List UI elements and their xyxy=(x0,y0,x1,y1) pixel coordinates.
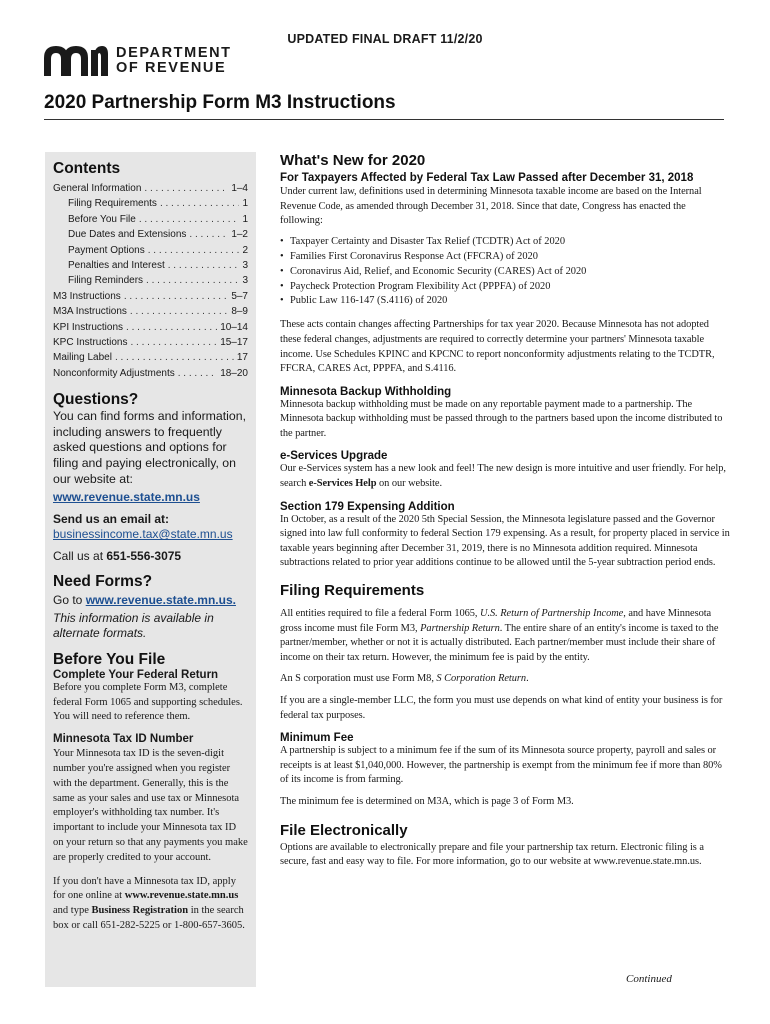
minimum-fee-heading: Minimum Fee xyxy=(280,732,354,745)
filing-text-3: . The entire share of an entity's income is taxed to the partner/member, whether or not it is actually distributed. Each partner/member must include their share of income on their tax return. However, the minimum fee is paid by the entity. xyxy=(280,622,719,663)
toc-item-label: General Information xyxy=(53,183,142,194)
toc-leader-dots xyxy=(130,304,228,319)
contents-heading: Contents xyxy=(53,160,121,177)
no-id-text-1: If you don't have a Minnesota tax ID, apply for one online at xyxy=(53,875,236,902)
toc-item-page: 3 xyxy=(242,275,248,287)
email-link[interactable]: businessincome.tax@state.mn.us xyxy=(53,527,233,542)
toc-item xyxy=(53,320,248,335)
toc-leader-dots xyxy=(124,289,229,304)
form-1065-title: U.S. Return of Partnership Income xyxy=(480,608,624,620)
toc-item xyxy=(53,350,248,365)
toc-item-label: M3A Instructions xyxy=(53,306,127,318)
toc-item-label: M3 Instructions xyxy=(53,290,121,302)
email-label: Send us an email at: xyxy=(53,511,170,526)
toc-leader-dots xyxy=(130,335,217,350)
eservices-heading: e-Services Upgrade xyxy=(280,450,388,463)
toc-item-label: KPI Instructions xyxy=(53,321,124,333)
toc-item-page: 1 xyxy=(242,213,248,225)
toc-item-page: 18–20 xyxy=(220,367,248,379)
toc-item-page: 3 xyxy=(242,260,248,272)
toc-leader-dots xyxy=(168,258,240,273)
sidebar xyxy=(45,152,256,987)
toc-item-label: Payment Options xyxy=(68,244,145,256)
minimum-fee-text-2: The minimum fee is determined on M3A, which is page 3 of Form M3. xyxy=(280,795,574,807)
file-electronically-text: Options are available to electronically prepare and file your partnership tax return. Electronic filing is a secure, fast and easy way to file. For more information, go to our website at www.revenue.state.mn.us. xyxy=(280,841,704,868)
toc-item xyxy=(53,196,248,211)
toc-item-label: Before You File xyxy=(68,213,136,225)
toc-leader-dots xyxy=(189,227,228,242)
toc-item-label: Due Dates and Extensions xyxy=(68,229,187,241)
phone-number: 651-556-3075 xyxy=(106,548,182,563)
continued-label: Continued xyxy=(626,973,672,985)
filing-text-2: , and have Minnesota gross income must file Form M3, xyxy=(280,608,712,634)
toc-item xyxy=(53,304,248,319)
eservices-text xyxy=(280,462,730,491)
toc-item-page: 10–14 xyxy=(220,321,248,333)
filing-requirements-text xyxy=(280,607,730,665)
page-title: 2020 Partnership Form M3 Instructions xyxy=(44,92,396,113)
logo-line-1: DEPARTMENT xyxy=(116,45,232,61)
toc-leader-dots xyxy=(160,196,240,211)
logo-line-2: OF REVENUE xyxy=(116,60,227,76)
federal-law-heading: For Taxpayers Affected by Federal Tax Law Passed after December 31, 2018 xyxy=(280,172,694,184)
acts-list xyxy=(280,235,730,310)
toc-item-page: 1–4 xyxy=(231,183,248,194)
logo-wordmark xyxy=(116,46,232,76)
toc-item-page: 15–17 xyxy=(220,337,248,349)
toc-item xyxy=(53,181,248,196)
main-content xyxy=(280,152,730,870)
no-tax-id-text xyxy=(53,875,248,934)
minimum-fee-text: A partnership is subject to a minimum fee if the sum of its Minnesota source property, payroll and sales or receipts is at least $1,040,000. However, the partnership is exempt from the minimum fee if more than 80% of its income is from farming. xyxy=(280,745,722,786)
toc-item-page: 2 xyxy=(242,244,248,256)
draft-label: UPDATED FINAL DRAFT 11/2/20 xyxy=(287,32,483,46)
form-m8-title: S Corporation Return xyxy=(436,673,527,685)
tax-id-heading: Minnesota Tax ID Number xyxy=(53,733,194,746)
toc-item xyxy=(53,335,248,350)
complete-federal-text: Before you complete Form M3, complete federal Form 1065 and supporting schedules. You will need to reference them. xyxy=(53,681,243,723)
backup-withholding-text: Minnesota backup withholding must be made on any reportable payment made to a partnership. The Minnesota backup withholding must be passed through to the partners based upon the income distributed to the partner. xyxy=(280,398,723,439)
s-corporation-text xyxy=(280,672,730,687)
complete-federal-heading: Complete Your Federal Return xyxy=(53,668,219,681)
toc-leader-dots xyxy=(139,212,240,227)
toc-leader-dots xyxy=(126,320,217,335)
filing-requirements-heading: Filing Requirements xyxy=(280,582,425,600)
toc-item xyxy=(53,273,248,288)
acts-text: These acts contain changes affecting Partnerships for tax year 2020. Because Minnesota has not adopted these federal changes, adjustments are required to correctly determine your partners' Minnesota taxable income. Use Schedules KPINC and KPCNC to report nonconformity adjustments relating to the TCDTR, FFCRA, CARES Act, PPPFA, and S.4116. xyxy=(280,319,715,375)
questions-heading: Questions? xyxy=(53,391,139,409)
toc-item-label: Filing Reminders xyxy=(68,275,144,287)
act-list-item: • Families First Coronavirus Response Act (FFCRA) of 2020 xyxy=(290,250,730,265)
toc-item-page: 8–9 xyxy=(231,306,248,318)
alt-formats-text: This information is available in alternate formats. xyxy=(53,610,214,641)
backup-withholding-heading: Minnesota Backup Withholding xyxy=(280,385,452,398)
toc-item-label: Penalties and Interest xyxy=(68,260,165,272)
toc-item-page: 17 xyxy=(236,352,248,364)
tax-id-text: Your Minnesota tax ID is the seven-digit number you're assigned when you register with the department. Generally, this is the same as your sales and use tax or Minnesota employer's withholding tax number. It's important to include your Minnesota tax ID on your return so that any payments you make are properly credited to your account. xyxy=(53,748,248,863)
no-id-website: www.revenue.state.mn.us xyxy=(124,890,239,902)
act-list-item: • Paycheck Protection Program Flexibility Act (PPPFA) of 2020 xyxy=(290,280,730,295)
eservices-help-term: e-Services Help xyxy=(308,478,377,490)
scorp-text-1: An S corporation must use Form M8, xyxy=(280,673,437,685)
toc-item-label: KPC Instructions xyxy=(53,337,128,349)
table-of-contents xyxy=(53,181,248,381)
toc-leader-dots xyxy=(146,273,239,288)
toc-leader-dots xyxy=(144,181,228,196)
llc-text: If you are a single-member LLC, the form you must use depends on what kind of entity your business is for federal tax purposes. xyxy=(280,695,723,721)
act-list-item: • Taxpayer Certainty and Disaster Tax Relief (TCDTR) Act of 2020 xyxy=(290,235,730,250)
toc-item-label: Filing Requirements xyxy=(68,198,157,210)
no-id-text-3: in the search box or call 651-282-5225 or 1-800-657-3605. xyxy=(53,905,245,931)
before-you-file-heading: Before You File xyxy=(53,650,166,668)
eservices-text-2: on our website. xyxy=(376,478,443,490)
title-divider xyxy=(44,119,724,120)
toc-item xyxy=(53,243,248,258)
section-179-text: In October, as a result of the 2020 5th Special Session, the Minnesota legislature passed and the Governor signed into law full conformity to federal Section 179 expensing. As a result, for property placed in service in taxable years beginning after December 31, 2019, there is no Minnesota addition required. Minnesota subtractions related to prior year additions continue to be allowed until the 5-year subtraction period ends. xyxy=(280,513,730,569)
call-prefix: Call us at xyxy=(53,548,107,563)
toc-item xyxy=(53,258,248,273)
toc-item xyxy=(53,212,248,227)
forms-link[interactable]: www.revenue.state.mn.us. xyxy=(85,593,236,608)
file-electronically-heading: File Electronically xyxy=(280,821,408,839)
whats-new-heading: What's New for 2020 xyxy=(280,152,426,169)
no-id-search-term: Business Registration xyxy=(91,905,189,917)
toc-item-page: 1–2 xyxy=(231,229,248,241)
need-forms-heading: Need Forms? xyxy=(53,573,153,591)
toc-leader-dots xyxy=(178,366,217,381)
questions-text: You can find forms and information, including answers to frequently asked questions and options for filing and paying electronically, on our website at: xyxy=(53,409,246,486)
act-list-item: • Public Law 116-147 (S.4116) of 2020 xyxy=(290,294,730,309)
toc-leader-dots xyxy=(148,243,240,258)
call-line xyxy=(53,549,248,565)
toc-item xyxy=(53,289,248,304)
federal-law-text: Under current law, definitions used in determining Minnesota taxable income are based on the Internal Revenue Code, as amended through December 31, 2018. Since that date, Congress has enacted the following: xyxy=(280,186,702,227)
eservices-text-1: Our e-Services system has a new look and feel! The new design is more intuitive and user friendly. For help, search xyxy=(280,463,726,490)
mn-logo-icon xyxy=(44,46,108,76)
no-id-text-2: and type xyxy=(53,905,92,917)
form-m3-title: Partnership Return xyxy=(420,622,500,634)
toc-item-label: Nonconformity Adjustments xyxy=(53,367,175,379)
toc-item xyxy=(53,366,248,381)
go-to-line xyxy=(53,593,248,609)
go-to-prefix: Go to xyxy=(53,593,86,608)
toc-item xyxy=(53,227,248,242)
toc-item-page: 5–7 xyxy=(231,290,248,302)
filing-text-1: All entities required to file a federal Form 1065, xyxy=(280,608,481,620)
website-link[interactable]: www.revenue.state.mn.us xyxy=(53,490,200,505)
act-list-item: • Coronavirus Aid, Relief, and Economic Security (CARES) Act of 2020 xyxy=(290,265,730,280)
section-179-heading: Section 179 Expensing Addition xyxy=(280,500,455,513)
scorp-text-2: . xyxy=(526,673,529,685)
department-logo xyxy=(44,46,232,76)
toc-leader-dots xyxy=(115,350,234,365)
toc-item-label: Mailing Label xyxy=(53,352,112,364)
toc-item-page: 1 xyxy=(242,198,248,210)
